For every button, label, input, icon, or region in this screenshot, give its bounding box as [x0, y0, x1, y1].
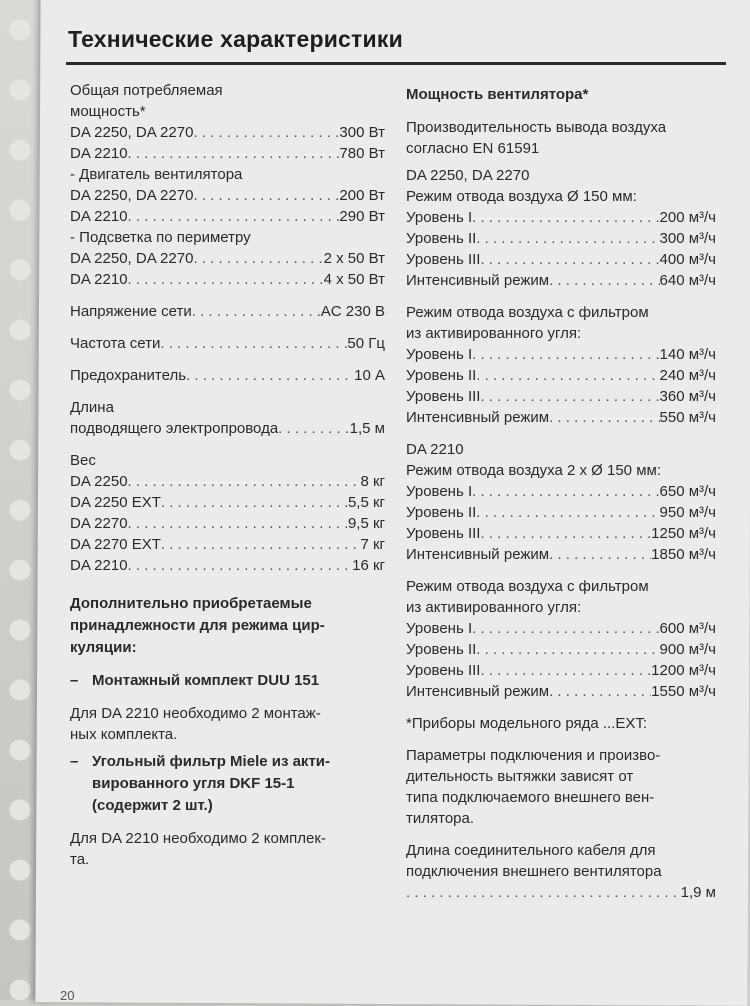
power-heading-2: мощность*	[70, 103, 146, 120]
airflow-row: Уровень II . . . 950 м³/ч	[406, 502, 716, 523]
accessory-item-1: – Монтажный комплект DUU 151	[70, 672, 320, 689]
para2-line-2: подключения внешнего вентилятора	[406, 863, 662, 880]
group1-mode-b-1: Режим отвода воздуха с фильтром	[406, 304, 649, 321]
left-column	[70, 80, 385, 870]
right-column	[406, 84, 716, 903]
footnote: *Приборы модельного ряда ...EXT:	[406, 715, 648, 732]
group1-mode-a: Режим отвода воздуха Ø 150 мм:	[406, 188, 637, 205]
group2-mode-a: Режим отвода воздуха 2 x Ø 150 мм:	[406, 462, 661, 479]
spec-row: DA 2250, DA 2270 . . . 200 Вт	[70, 185, 385, 206]
airflow-row: Уровень III . . . 1250 м³/ч	[406, 523, 716, 544]
para1-line-1: Параметры подключения и произво-	[406, 747, 661, 764]
weight-row: DA 2250 EXT . . . 5,5 кг	[70, 492, 385, 513]
para1-line-3: типа подключаемого внешнего вен-	[406, 789, 655, 806]
voltage-row: Напряжение сети . . . AC 230 В	[70, 301, 385, 322]
page-number: 20	[60, 988, 75, 1003]
group2-model: DA 2210	[406, 441, 464, 458]
weight-row: DA 2270 . . . 9,5 кг	[70, 513, 385, 534]
ext-cable-row: . . . 1,9 м	[406, 882, 716, 903]
accessory-note-2b: та.	[70, 851, 90, 868]
accessory-item-2: – Угольный фильтр Miele из акти-	[70, 753, 331, 770]
airflow-row: Уровень II . . . 900 м³/ч	[406, 639, 716, 660]
fan-power-heading: Мощность вентилятора*	[406, 86, 589, 103]
weight-heading: Вес	[70, 452, 96, 469]
airflow-row: Уровень II . . . 300 м³/ч	[406, 228, 716, 249]
para2-line-1: Длина соединительного кабеля для	[406, 842, 656, 859]
weight-row: DA 2250 . . . 8 кг	[70, 471, 385, 492]
airflow-row: Уровень I . . . 200 м³/ч	[406, 207, 716, 228]
power-heading: Общая потребляемая	[70, 82, 223, 99]
accessories-heading-2: принадлежности для режима цир-	[70, 617, 325, 634]
accessory-note-1: Для DA 2210 необходимо 2 монтаж-	[70, 705, 321, 722]
title-rule	[66, 62, 726, 65]
fuse-row: Предохранитель . . . 10 А	[70, 365, 385, 386]
spec-row: DA 2210 . . . 290 Вт	[70, 206, 385, 227]
accessory-item-2-line3: (содержит 2 шт.)	[92, 797, 213, 814]
para1-line-2: дительность вытяжки зависят от	[406, 768, 634, 785]
group2-mode-b-2: из активированного угля:	[406, 599, 582, 616]
spec-row: DA 2210 . . . 4 x 50 Вт	[70, 269, 385, 290]
accessory-note-2: Для DA 2210 необходимо 2 комплек-	[70, 830, 326, 847]
airflow-row: Интенсивный режим . . . 1850 м³/ч	[406, 544, 716, 565]
accessories-heading-1: Дополнительно приобретаемые	[70, 595, 312, 612]
airflow-row: Уровень I . . . 140 м³/ч	[406, 344, 716, 365]
cable-label: Длина	[70, 399, 114, 416]
accessory-note-1b: ных комплекта.	[70, 726, 178, 743]
cable-row: подводящего электропровода . . . 1,5 м	[70, 418, 385, 439]
motor-heading: - Двигатель вентилятора	[70, 166, 243, 183]
airflow-row: Интенсивный режим . . . 1550 м³/ч	[406, 681, 716, 702]
weight-row: DA 2210 . . . 16 кг	[70, 555, 385, 576]
intro-line-1: Производительность вывода воздуха	[406, 119, 667, 136]
airflow-row: Уровень III . . . 360 м³/ч	[406, 386, 716, 407]
airflow-row: Уровень III . . . 400 м³/ч	[406, 249, 716, 270]
weight-row: DA 2270 EXT . . . 7 кг	[70, 534, 385, 555]
page-title: Технические характеристики	[68, 26, 403, 52]
group2-mode-b-1: Режим отвода воздуха с фильтром	[406, 578, 649, 595]
para1-line-4: тилятора.	[406, 810, 475, 827]
group1-model: DA 2250, DA 2270	[406, 167, 530, 184]
airflow-row: Уровень I . . . 600 м³/ч	[406, 618, 716, 639]
airflow-row: Интенсивный режим . . . 640 м³/ч	[406, 270, 716, 291]
airflow-row: Уровень II . . . 240 м³/ч	[406, 365, 716, 386]
frequency-row: Частота сети . . . 50 Гц	[70, 333, 385, 354]
group1-mode-b-2: из активированного угля:	[406, 325, 582, 342]
airflow-row: Уровень I . . . 650 м³/ч	[406, 481, 716, 502]
spec-row: DA 2250, DA 2270 . . . 2 x 50 Вт	[70, 248, 385, 269]
accessory-item-2-line2: вированного угля DKF 15-1	[92, 775, 295, 792]
spec-row: DA 2250, DA 2270 . . . 300 Вт	[70, 122, 385, 143]
airflow-row: Уровень III . . . 1200 м³/ч	[406, 660, 716, 681]
airflow-row: Интенсивный режим . . . 550 м³/ч	[406, 407, 716, 428]
spec-row: DA 2210 . . . 780 Вт	[70, 143, 385, 164]
light-heading: - Подсветка по периметру	[70, 229, 251, 246]
intro-line-2: согласно EN 61591	[406, 140, 540, 157]
accessories-heading-3: куляции:	[70, 639, 137, 656]
